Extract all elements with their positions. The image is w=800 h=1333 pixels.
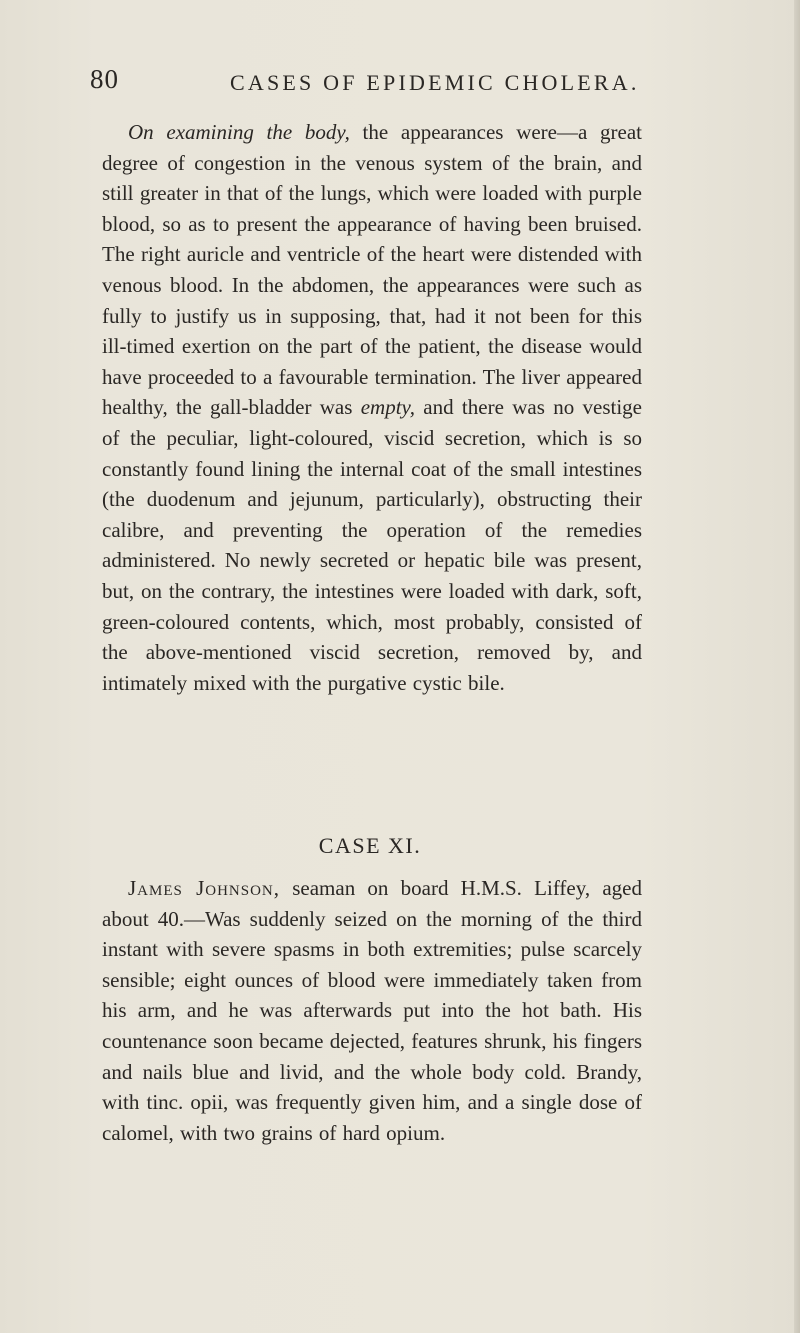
paragraph-1 — [102, 117, 642, 698]
case-paragraph-body: seaman on board H.M.S. Liffey, aged about 40.—Was suddenly seized on the morning of the third instant with severe spasms in both extremities; pulse scarcely sensible; eight ounces of blood were immediately taken from his arm, and he was afterwards put into the hot bath. His countenance soon became dejected, features shrunk, his fingers and nails blue and livid, and the whole body cold. Brandy, with tinc. opii, was frequently given him, and a single dose of calomel, with two grains of hard opium. — [102, 876, 642, 1145]
paragraph-1-text-a: the appearances were—a great degree of congestion in the venous system of the brain, and still greater in that of the lungs, which were loaded with purple blood, so as to present the appearance of having been bruised. The right auricle and ventricle of the heart were distended with venous blood. In the abdomen, the appearances were such as fully to justify us in supposing, that, had it not been for this ill-timed exertion on the part of the patient, the disease would have proceeded to a favourable termination. The liver appeared healthy, the gall-bladder was — [102, 120, 642, 420]
paragraph-1-intro-italic: On examining the body, — [128, 120, 350, 144]
patient-name: James Johnson, — [128, 876, 280, 900]
case-paragraph-text — [102, 873, 642, 1148]
running-head: CASES OF EPIDEMIC CHOLERA. — [230, 70, 640, 95]
page-number: 80 — [90, 64, 119, 94]
case-heading: CASE XI. — [318, 833, 422, 858]
case-paragraph — [102, 873, 642, 1148]
page-edge-shadow — [794, 0, 800, 1333]
paragraph-1-text-b: and there was no vestige of the peculiar, light-coloured, viscid secretion, which is so constantly found lining the internal coat of the small intestines (the duodenum and jejunum, particularly), obstructing their calibre, and preventing the operation of the remedies administered. No newly secreted or hepatic bile was present, but, on the contrary, the intestines were loaded with dark, soft, green-coloured contents, which, most probably, consisted of the above-mentioned viscid secretion, removed by, and intimately mixed with the purgative cystic bile. — [102, 395, 642, 695]
paragraph-1-italic-word: empty, — [360, 395, 415, 420]
autopsy-paragraph — [102, 117, 642, 698]
page-header — [90, 64, 710, 104]
